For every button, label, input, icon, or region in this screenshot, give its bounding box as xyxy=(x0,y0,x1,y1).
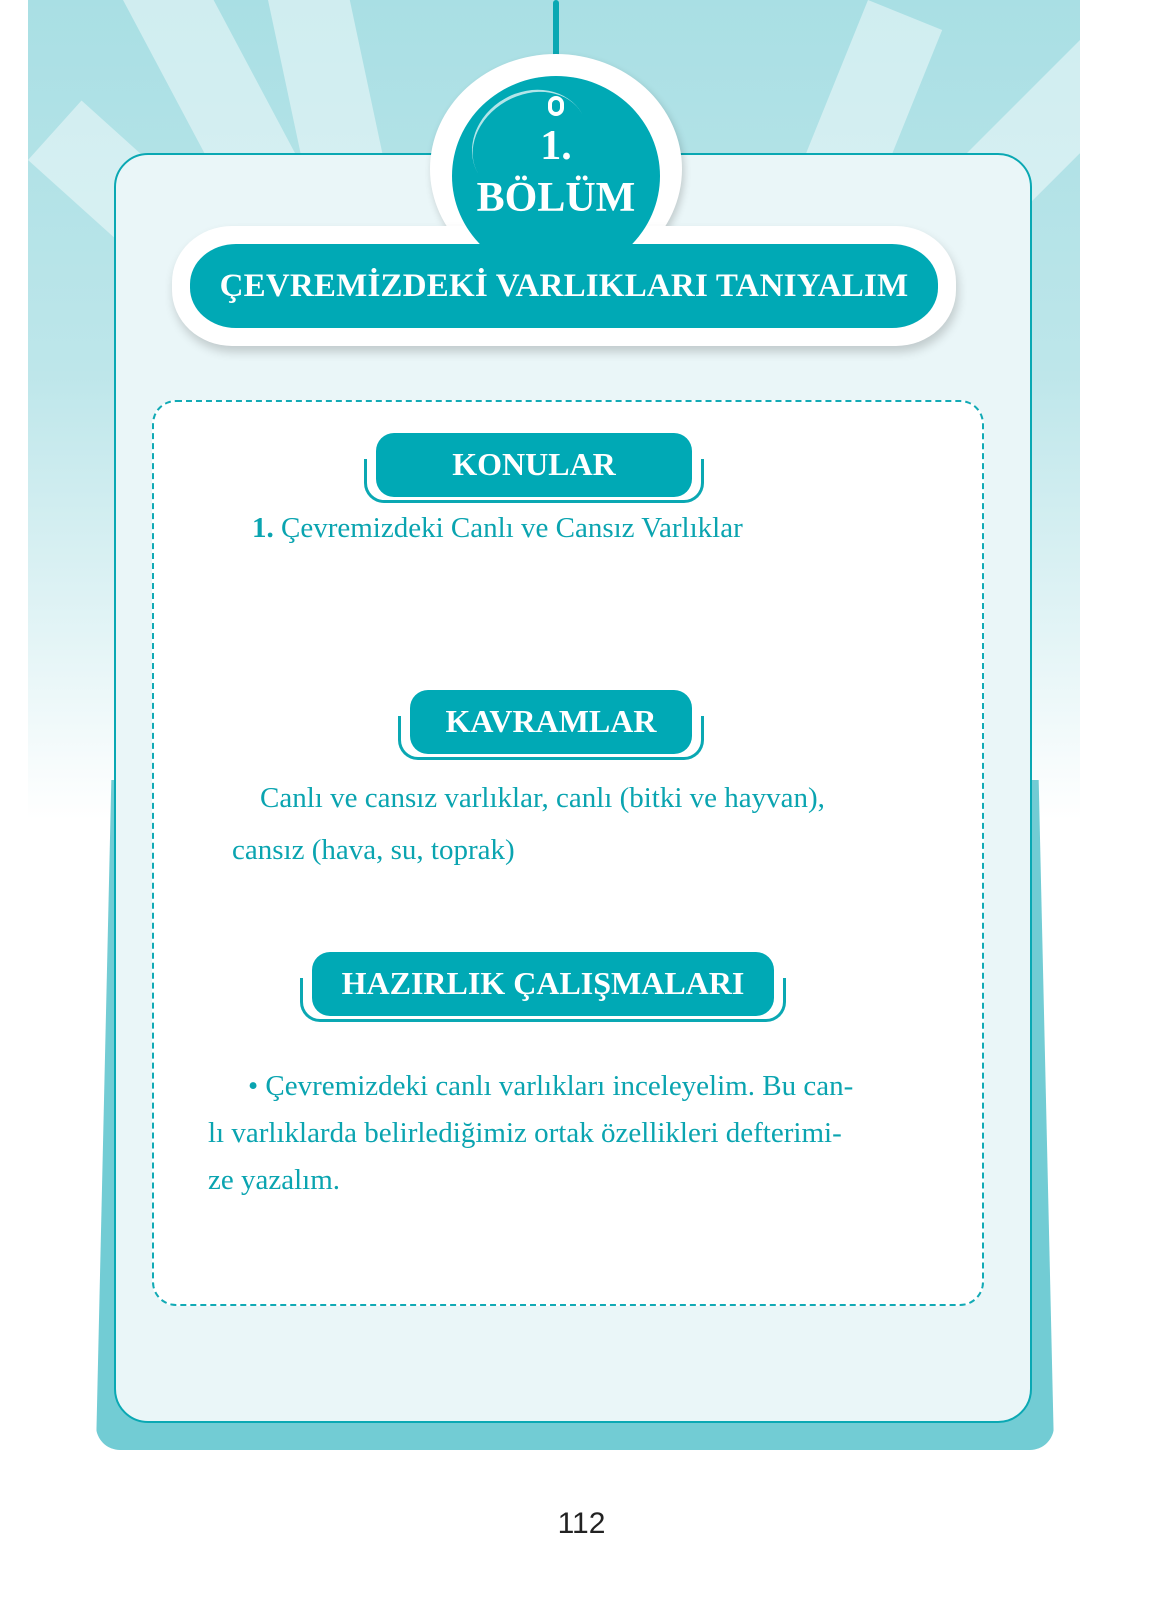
bullet-icon: • xyxy=(248,1070,259,1102)
konular-item xyxy=(252,508,743,548)
page-number: 112 xyxy=(557,1507,606,1540)
hazirlik-line-1 xyxy=(248,1066,853,1106)
konular-heading xyxy=(376,433,692,497)
kavramlar-line-1: Canlı ve cansız varlıklar, canlı (bitki ve hayvan), xyxy=(260,782,825,814)
chapter-number: 1. xyxy=(540,123,572,169)
kavramlar-heading-label: KAVRAMLAR xyxy=(410,690,692,754)
hazirlik-line-1-text: Çevremizdeki canlı varlıkları inceleyelim. Bu can- xyxy=(265,1070,854,1102)
hook-icon xyxy=(548,96,564,116)
hazirlik-line-3: ze yazalım. xyxy=(208,1164,341,1196)
hazirlik-heading xyxy=(312,952,774,1016)
item-number: 1. xyxy=(252,512,274,544)
kavramlar-heading xyxy=(410,690,692,754)
konular-heading-label: KONULAR xyxy=(376,433,692,497)
hazirlik-heading-label: HAZIRLIK ÇALIŞMALARI xyxy=(312,952,774,1016)
hazirlik-line-2: lı varlıklarda belirlediğimiz ortak özellikleri defterimi- xyxy=(208,1117,842,1149)
item-text: Çevremizdeki Canlı ve Cansız Varlıklar xyxy=(281,512,743,544)
chapter-label: BÖLÜM xyxy=(476,175,636,221)
chapter-title: ÇEVREMİZDEKİ VARLIKLARI TANIYALIM xyxy=(219,268,909,304)
kavramlar-line-2: cansız (hava, su, toprak) xyxy=(232,834,515,866)
